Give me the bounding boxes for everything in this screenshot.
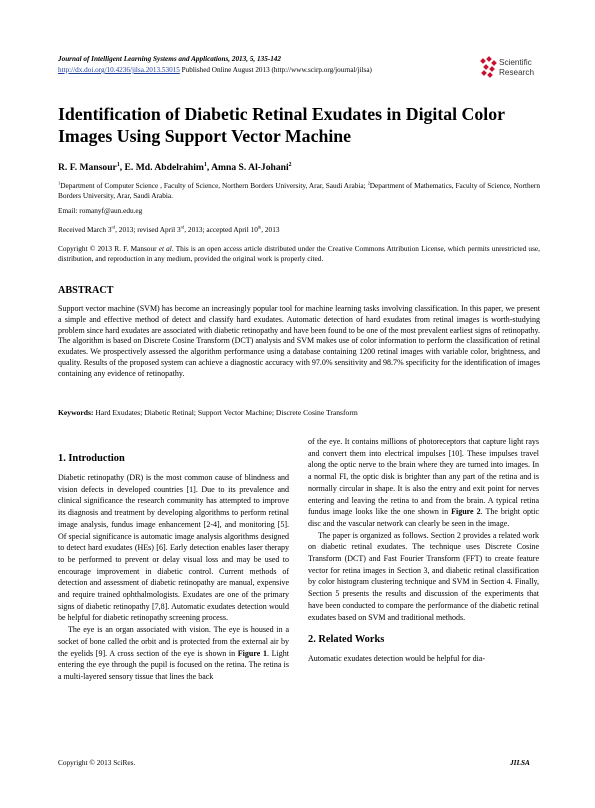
section-heading-introduction: 1. Introduction [58, 453, 125, 464]
copyright-post: . This is an open access article distributed under the Creative Commons Attribution License, which permits unrestricted use, distribution, and reproduction in any medium, provided the original work is properly cited. [58, 244, 540, 264]
copyright-etal: et al [158, 244, 172, 253]
keywords-label: Keywords: [58, 408, 94, 417]
journal-citation: Journal of Intelligent Learning Systems and Applications, 2013, 5, 135-142 [58, 55, 281, 63]
paper-title: Identification of Diabetic Retinal Exudates in Digital Color Images Using Support Vector Machine [58, 104, 505, 146]
logo-text [499, 58, 534, 78]
accepted-part: , 2013; accepted April 10 [184, 225, 258, 234]
affil-2: Department of Mathematics, Faculty of Science, Northern Borders University, Arar, Saudi Arabia. [58, 181, 540, 201]
right-column [308, 436, 539, 665]
contact-email: Email: romanyf@aun.edu.eg [58, 206, 143, 215]
intro-paragraph-4: The paper is organized as follows. Section 2 provides a related work on diabetic retinal exudates. The technique uses Discrete Cosine Transform (DCT) and Fast Fourier Transform (FFT) to create feature vector for retina images in Section 3, and diabetic retinal classification by color histogram clustering technique and SVM in Section 4. Finally, Section 5 presents the results and discussion of the experiments that have been conducted to compare the performance of the diabetic retinal exudates based on SVM and traditional methods. [308, 530, 539, 622]
related-paragraph-1: Automatic exudates detection would be helpful for dia- [308, 654, 486, 664]
intro-p3-text-end: . The bright optic disc and the vascular network can clearly be seen in the image. [308, 507, 540, 528]
copyright-pre: Copyright © 2013 R. F. Mansour [58, 244, 159, 253]
logo-mark-icon [479, 56, 499, 80]
received-sup: rd [111, 224, 116, 230]
affil-2-mark: 2 [367, 180, 370, 186]
accepted-sup: th [257, 224, 262, 230]
revised-part: , 2013; revised April 3 [115, 225, 181, 234]
keywords [58, 408, 540, 417]
intro-p3-text: of the eye. It contains millions of photoreceptors that capture light rays and convert them into electrical impulses [10]. These impulses travel along the optic nerve to the brain where they are turned into images. In a normal FI, the optic disk is brighter than any part of the retina and is normally circular in shape. It is also the entry and exit point for nerves entering and leaving the retina to and from the brain. A typical retina fundus image looks like the one shown in [308, 437, 539, 517]
year-part: , 2013 [261, 225, 280, 234]
abstract-body: Support vector machine (SVM) has become an increasingly popular tool for machine learning tasks involving classification. In this paper, we present a simple and effective method of detect and classify hard exudates. Automatic detection of hard exudates from retinal images is worth-studying problem since hard exudates are associated with diabetic retinopathy and have been found to be one of the most prevalent earliest signs of retinopathy. The algorithm is based on Discrete Cosine Transform (DCT) analysis and SVM makes use of color information to perform the classification of retinal exudates. We prospectively assessed the algorithm performance using a database containing 1200 retinal images with variable color, brightness, and quality. Results of the proposed system can achieve a diagnostic accuracy with 97.0% sensitivity and 98.7% specificity for the identification of images containing any evidence of retinopathy. [58, 304, 541, 378]
affil-1-mark: 1 [58, 180, 61, 186]
footer-journal-abbrev: JILSA [510, 758, 530, 767]
doi-line [58, 66, 372, 74]
revised-sup: rd [180, 224, 185, 230]
logo-line-1: Scientific [499, 58, 532, 67]
author-1-affil: 1 [116, 161, 120, 168]
figure-2-ref[interactable]: Figure 2 [451, 507, 481, 517]
affiliations [58, 181, 540, 201]
section-heading-related-works: 2. Related Works [308, 634, 385, 646]
author-1: R. F. Mansour [58, 162, 117, 173]
published-info: Published Online August 2013 (http://www.scirp.org/journal/jilsa) [179, 66, 372, 74]
doi-link[interactable]: http://dx.doi.org/10.4236/jilsa.2013.53015 [58, 66, 180, 74]
footer-copyright: Copyright © 2013 SciRes. [58, 758, 136, 767]
received-part: Received March 3 [58, 225, 112, 234]
author-3: Amna S. Al-Johani [211, 162, 289, 173]
intro-paragraph-3 [308, 436, 539, 530]
intro-paragraph-2 [58, 624, 289, 683]
author-list: R. F. Mansour$^1$, E. Md. Abdelrahim$^1$, Amna S. Al-Johani$^2$ [58, 161, 292, 173]
keywords-text: Hard Exudates; Diabetic Retinal; Support Vector Machine; Discrete Cosine Transform [93, 408, 358, 417]
author-3-affil: 2 [288, 161, 292, 168]
left-column [58, 452, 289, 683]
affil-1: Department of Computer Science , Faculty of Science, Northern Borders University, Arar, Saudi Arabia; [60, 181, 368, 190]
intro-p2-text: The eye is an organ associated with vision. The eye is housed in a socket of bone called the orbit and is protected from the external air by the eyelids [9]. A cross section of the eye is shown in [58, 625, 289, 658]
intro-p2-text-end: . Light entering the eye through the pupil is focused on the retina. The retina is a multi-layered sensory tissue that lines the back [58, 648, 289, 681]
logo-line-2: Research [499, 68, 535, 77]
scientific-research-logo [479, 56, 541, 82]
received-dates [58, 225, 280, 234]
abstract-heading: ABSTRACT [58, 285, 114, 296]
figure-1-ref[interactable]: Figure 1 [237, 648, 267, 658]
copyright-notice [58, 244, 540, 265]
intro-paragraph-1: Diabetic retinopathy (DR) is the most common cause of blindness and vision defects in developed countries [1]. Due to its prevalence and clinical significance the research community has attempted to improve its diagnosis and treatment by developing algorithms to perform retinal image analysis, fundus image enhancement [2-4], and monitoring [5]. Of special significance is automatic image analysis algorithms designed to detect hard exudates (HEs) [6]. Early detection enables laser therapy to be performed to prevent or delay visual loss and may be used to encourage improvement in diabetic control. Current methods of detection and assessment of diabetic retinopathy are manual, expensive and require trained ophthalmologists. Exudates are one of the primary signs of diabetic retinopathy [7,8]. Automatic exudates detection would be helpful for diabetic retinopathy screening process. [58, 473, 289, 623]
author-2: E. Md. Abdelrahim [124, 162, 204, 173]
author-2-affil: 1 [203, 161, 207, 168]
